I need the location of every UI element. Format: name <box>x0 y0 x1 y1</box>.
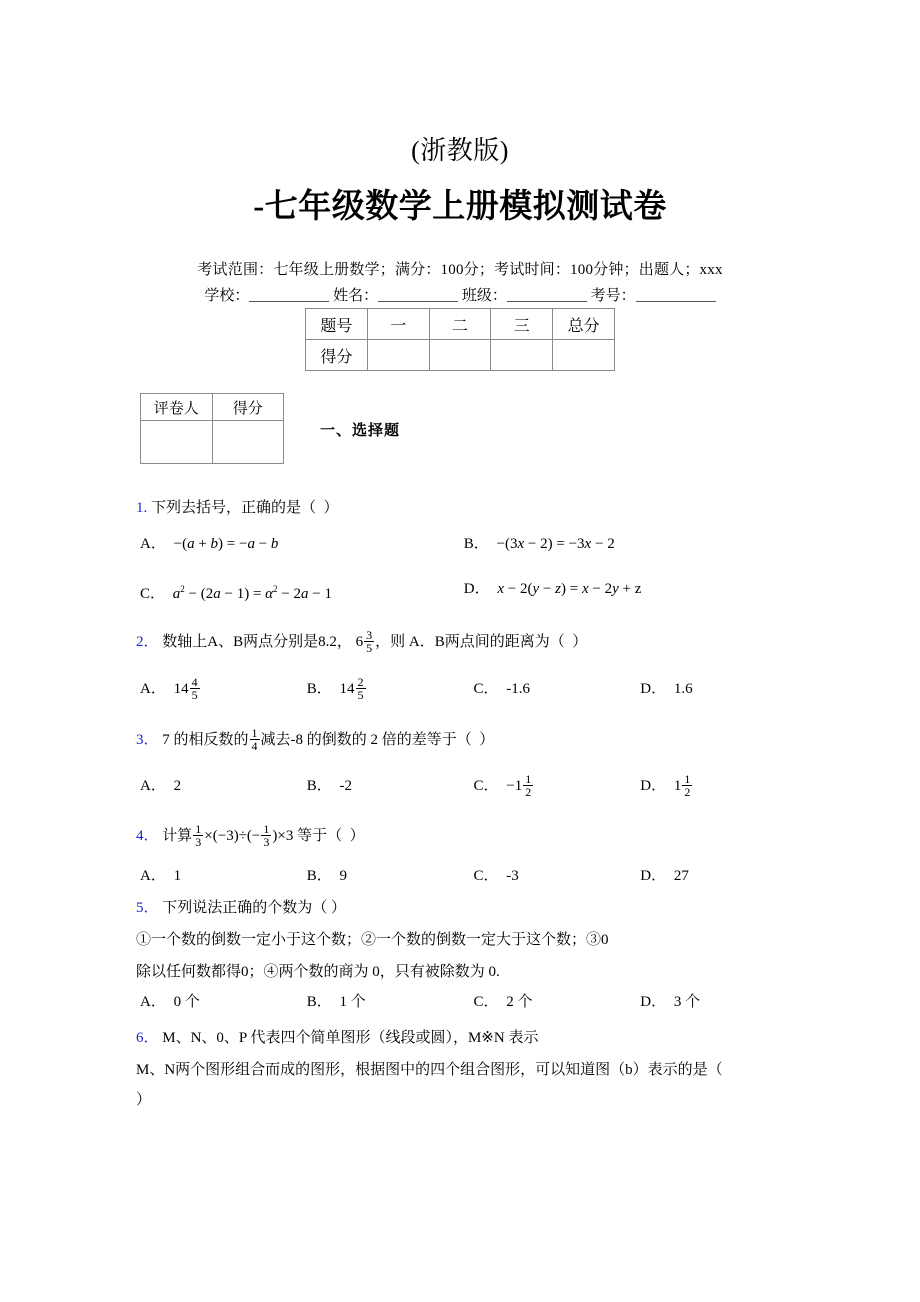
option-text: 14 $\frac{4}{5}$ <box>173 674 198 703</box>
option-label: D． <box>640 994 667 1010</box>
question-stem: M、N、0、P 代表四个简单图形（线段或圆），M※N 表示 <box>162 1030 539 1046</box>
school-label: 学校： <box>204 288 250 304</box>
option-c[interactable] <box>474 675 637 703</box>
option-d[interactable] <box>464 575 784 603</box>
score-table-col-2: 二 <box>429 309 491 340</box>
question-number: 6． <box>136 1030 159 1046</box>
option-text: 14 $\frac{2}{5}$ <box>339 674 364 703</box>
option-label: B． <box>306 778 332 794</box>
question-1-options <box>140 530 840 558</box>
grader-header-score: 得分 <box>212 394 284 421</box>
option-label: D． <box>463 581 490 597</box>
edition-label: (浙教版) <box>411 136 509 165</box>
class-label: 班级： <box>461 288 507 304</box>
question-number: 1. <box>136 500 148 516</box>
question-4-options <box>140 862 840 890</box>
name-label: 姓名： <box>333 288 379 304</box>
option-label: C． <box>473 681 499 697</box>
option-d[interactable] <box>640 772 803 800</box>
option-a[interactable] <box>140 530 460 558</box>
option-text: 27 <box>673 868 689 884</box>
option-label: C． <box>473 778 499 794</box>
option-c[interactable] <box>474 988 637 1016</box>
question-5-options <box>140 988 840 1016</box>
option-text: -2 <box>339 778 353 794</box>
exam-no-blank[interactable] <box>636 287 716 302</box>
class-blank[interactable] <box>507 287 587 302</box>
option-text: 2 个 <box>506 994 533 1010</box>
grader-header-reviewer: 评卷人 <box>141 394 213 421</box>
option-label: B． <box>306 681 332 697</box>
grader-value-reviewer[interactable] <box>141 421 213 464</box>
option-label: A． <box>140 994 166 1010</box>
score-table-col-1: 一 <box>367 309 429 340</box>
option-text: x − 2(y − z) = x − 2y + z <box>497 581 642 597</box>
option-text: −(a + b) = −a − b <box>173 536 279 552</box>
option-label: C． <box>140 586 166 602</box>
question-stem: 计算 $\frac{1}{3}$ ×(−3)÷(− $\frac{1}{3}$ )×3 等于（ ） <box>162 821 365 850</box>
score-summary-table <box>305 308 615 371</box>
option-label: B． <box>463 536 489 552</box>
question-5 <box>136 894 836 922</box>
option-text: 0 个 <box>173 994 200 1010</box>
question-stem: 下列去括号，正确的是（ ） <box>151 500 339 516</box>
option-text: -1.6 <box>506 681 531 697</box>
option-label: A． <box>140 868 166 884</box>
option-text: −1 $\frac{1}{2}$ <box>506 771 532 800</box>
option-text: 1 $\frac{1}{2}$ <box>673 771 691 800</box>
table-row <box>306 340 615 371</box>
option-b[interactable] <box>307 862 470 890</box>
exam-no-label: 考号： <box>590 288 636 304</box>
option-text: 1 <box>173 868 182 884</box>
option-label: C． <box>473 994 499 1010</box>
page-title: -七年级数学上册模拟测试卷 <box>253 189 667 225</box>
option-text: 1 个 <box>339 994 366 1010</box>
question-3-options <box>140 772 840 800</box>
question-2 <box>136 628 836 656</box>
option-c[interactable] <box>474 862 637 890</box>
score-cell-3[interactable] <box>491 340 553 371</box>
name-blank[interactable] <box>378 287 458 302</box>
option-label: B． <box>306 868 332 884</box>
question-6 <box>136 1024 836 1052</box>
option-d[interactable] <box>640 862 803 890</box>
option-label: D． <box>640 778 667 794</box>
grader-table <box>140 393 284 464</box>
section-heading-choice: 一、选择题 <box>320 421 401 439</box>
option-text: 1.6 <box>673 681 693 697</box>
option-text: 9 <box>339 868 348 884</box>
option-label: A． <box>140 681 166 697</box>
score-cell-total[interactable] <box>553 340 615 371</box>
option-d[interactable] <box>640 988 803 1016</box>
option-label: D． <box>640 868 667 884</box>
question-number: 3． <box>136 732 159 748</box>
option-a[interactable] <box>140 675 303 703</box>
table-row <box>141 394 284 421</box>
option-label: A． <box>140 536 166 552</box>
score-table-row-label: 题号 <box>306 309 368 340</box>
question-number: 4． <box>136 828 159 844</box>
option-text: 3 个 <box>673 994 701 1010</box>
table-row <box>306 309 615 340</box>
question-2-options <box>140 675 840 703</box>
score-table-col-total: 总分 <box>553 309 615 340</box>
table-row <box>141 421 284 464</box>
question-stem: 7 的相反数的 $\frac{1}{4}$ 减去-8 的倒数的 2 倍的差等于（ ） <box>162 725 495 754</box>
score-table-col-3: 三 <box>491 309 553 340</box>
option-c[interactable] <box>474 772 637 800</box>
option-a[interactable] <box>140 862 303 890</box>
question-6-line-1: M、N两个图形组合而成的图形，根据图中的四个组合图形，可以知道图（b）表示的是（ <box>136 1062 723 1078</box>
score-cell-1[interactable] <box>367 340 429 371</box>
option-text: $a^2 - (2a - 1) = \alpha^2 - 2a - 1$ <box>172 584 332 602</box>
question-stem: 下列说法正确的个数为（ ） <box>162 900 347 916</box>
option-label: A． <box>140 778 166 794</box>
question-4 <box>136 822 836 850</box>
option-a[interactable] <box>140 772 303 800</box>
option-text: 2 <box>173 778 182 794</box>
option-b[interactable] <box>307 675 470 703</box>
option-label: D． <box>640 681 667 697</box>
question-stem: 数轴上A、B两点分别是8.2， 6 $\frac{3}{5}$ ，则 A．B两点间的距离为（ ） <box>162 627 588 656</box>
school-blank[interactable] <box>249 287 329 302</box>
question-1 <box>136 494 836 522</box>
option-text: -3 <box>506 868 519 884</box>
score-cell-2[interactable] <box>429 340 491 371</box>
option-b[interactable] <box>464 530 784 558</box>
option-text: −(3x − 2) = −3x − 2 <box>496 536 615 552</box>
question-1-options-2 <box>140 575 840 608</box>
question-5-line-2: 除以任何数都得0；④两个数的商为 0，只有被除数为 0. <box>136 964 500 980</box>
question-5-line-1: ①一个数的倒数一定小于这个数；②一个数的倒数一定大于这个数；③0 <box>136 932 609 948</box>
option-d[interactable] <box>640 675 803 703</box>
question-3 <box>136 726 836 754</box>
option-label: B． <box>306 994 332 1010</box>
score-table-row-label: 得分 <box>306 340 368 371</box>
option-label: C． <box>473 868 499 884</box>
question-number: 2． <box>136 634 159 650</box>
option-a[interactable] <box>140 988 303 1016</box>
option-b[interactable] <box>307 988 470 1016</box>
student-fillin-line <box>0 284 920 308</box>
option-b[interactable] <box>307 772 470 800</box>
question-6-line-2: ） <box>136 1092 152 1108</box>
grader-value-score[interactable] <box>212 421 284 464</box>
exam-info-line: 考试范围：七年级上册数学；满分：100分；考试时间：100分钟；出题人；xxx <box>197 262 723 278</box>
question-number: 5． <box>136 900 159 916</box>
option-c[interactable] <box>140 575 460 608</box>
